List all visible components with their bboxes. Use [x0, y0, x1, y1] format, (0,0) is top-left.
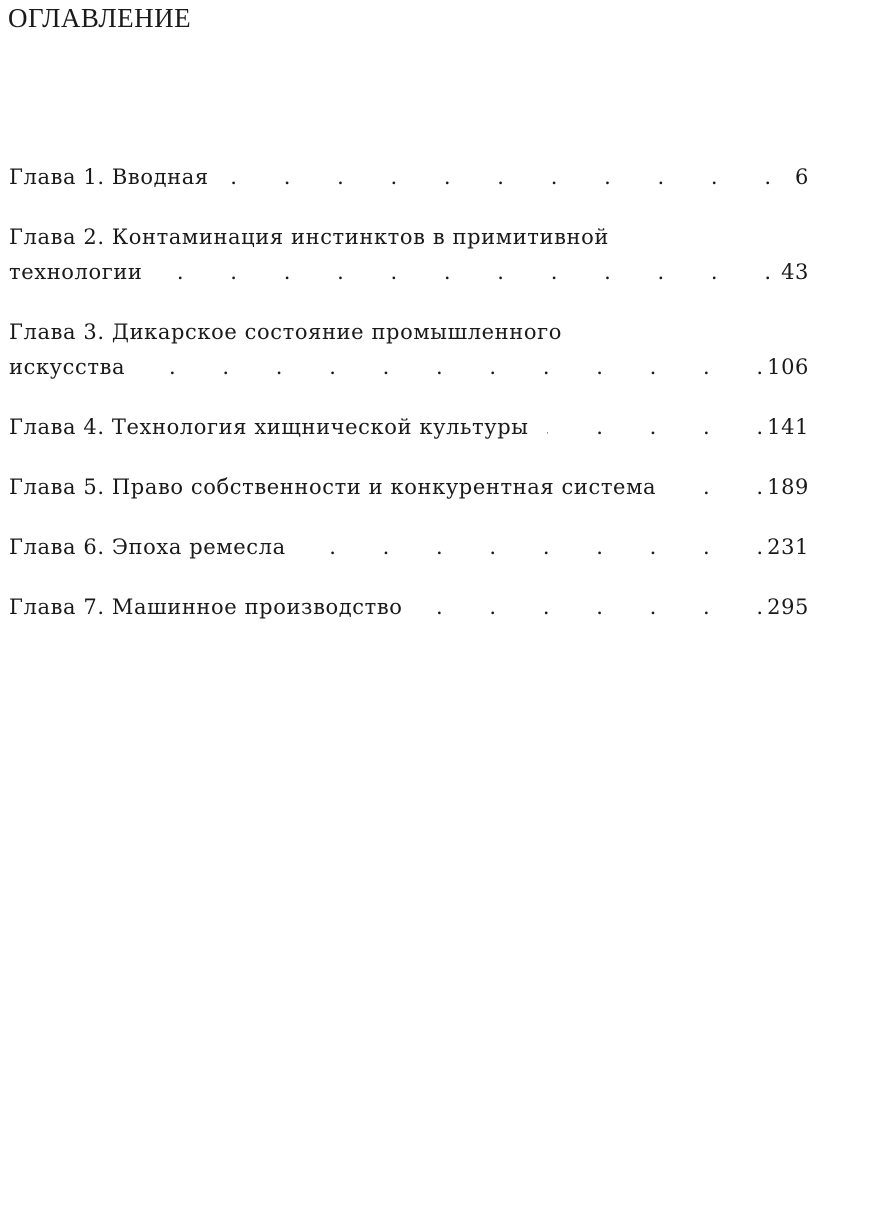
toc-line [9, 255, 809, 290]
chapter-title: Глава 5. Право собственности и конкурентная система [9, 475, 657, 499]
toc-entry-chapter-5[interactable] [9, 470, 809, 505]
toc-line [9, 410, 809, 445]
page-number: 106 [767, 355, 809, 379]
dot-leader [421, 590, 764, 625]
toc-line [9, 590, 809, 625]
chapter-title: Глава 7. Машинное производство [9, 595, 403, 619]
page-number: 6 [795, 165, 809, 189]
dot-leader [161, 255, 771, 290]
chapter-title-continued: технологии [9, 260, 143, 284]
page-number: 43 [781, 260, 809, 284]
dot-leader [674, 470, 763, 505]
toc-line [9, 220, 809, 255]
table-of-contents [9, 160, 809, 625]
page-number: 231 [767, 535, 809, 559]
toc-line [9, 315, 809, 350]
page-title: ОГЛАВЛЕНИЕ [8, 3, 192, 33]
chapter-title: Глава 3. Дикарское состояние промышленного [9, 320, 562, 344]
page-number: 295 [767, 595, 809, 619]
chapter-title: Глава 1. Вводная [9, 165, 209, 189]
dot-leader [547, 410, 764, 445]
toc-line [9, 470, 809, 505]
chapter-title: Глава 6. Эпоха ремесла [9, 535, 286, 559]
chapter-title: Глава 2. Контаминация инстинктов в примитивной [9, 225, 609, 249]
toc-entry-chapter-6[interactable] [9, 530, 809, 565]
toc-entry-chapter-4[interactable] [9, 410, 809, 445]
dot-leader [304, 530, 763, 565]
chapter-title: Глава 4. Технология хищнической культуры [9, 415, 529, 439]
chapter-title-continued: искусства [9, 355, 126, 379]
page-number: 189 [767, 475, 809, 499]
toc-entry-chapter-2[interactable] [9, 220, 809, 290]
toc-entry-chapter-1[interactable] [9, 160, 809, 195]
toc-line [9, 350, 809, 385]
toc-entry-chapter-3[interactable] [9, 315, 809, 385]
toc-line [9, 160, 809, 195]
page-number: 141 [767, 415, 809, 439]
toc-entry-chapter-7[interactable] [9, 590, 809, 625]
toc-line [9, 530, 809, 565]
dot-leader [143, 350, 763, 385]
dot-leader [227, 160, 771, 195]
